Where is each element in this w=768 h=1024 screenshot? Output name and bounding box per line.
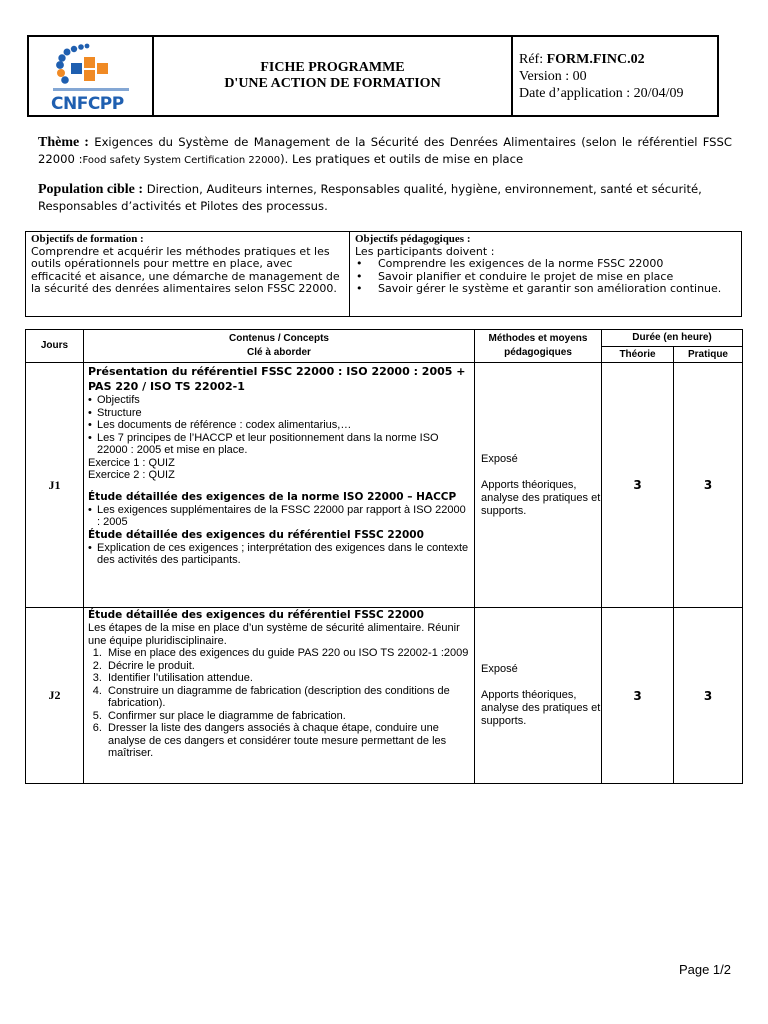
list-item: • Explication de ces exigences ; interprétation des exigences dans le contexte des activités des participants. <box>88 542 471 567</box>
population-text: Direction, Auditeurs internes, Responsables qualité, hygiène, environnement, santé et sécurité, Responsables d’activités et Pilotes des processus. <box>38 182 702 213</box>
list-item: • Objectifs <box>88 394 471 407</box>
document-title <box>154 37 513 115</box>
header-theory: Théorie <box>602 347 674 363</box>
header-content <box>84 330 475 363</box>
j2-intro: Les étapes de la mise en place d’un système de sécurité alimentaire. Réunir une équipe pluridisciplinaire. <box>88 622 460 647</box>
list-item: • Les exigences supplémentaires de la FSSC 22000 par rapport à ISO 22000 : 2005 <box>88 504 471 529</box>
reference-value: FORM.FINC.02 <box>546 52 645 67</box>
list-item: • Les documents de référence : codex alimentarius,… <box>88 419 471 432</box>
list-item: 3. Identifier l’utilisation attendue. <box>105 672 471 685</box>
methods-j2 <box>475 608 602 784</box>
reference-label: Réf: <box>519 52 544 67</box>
theory-j2: 3 <box>602 608 674 784</box>
title-line-2: D'UNE ACTION DE FORMATION <box>224 76 441 91</box>
j1-exercise-1: Exercice 1 : QUIZ <box>88 456 175 469</box>
population-label: Population cible : <box>38 182 144 197</box>
j2-method-2: Apports théoriques, analyse des pratiques et supports. <box>481 689 601 727</box>
list-item: 2. Décrire le produit. <box>105 660 471 673</box>
header-days: Jours <box>26 330 84 363</box>
j1-heading-2: Étude détaillée des exigences de la norme ISO 22000 – HACCP <box>88 490 457 503</box>
theme-text-1: Exigences du Système de Management de la Sécurité des Denrées Alimentaires (selon le référentiel FSSC 22000 : <box>38 135 732 166</box>
list-item: 4. Construire un diagramme de fabrication (description des conditions de fabrication). <box>105 685 471 710</box>
j2-steps <box>88 647 471 760</box>
day-j2: J2 <box>26 608 84 784</box>
reference-block <box>513 37 717 115</box>
j1-bullets-3 <box>88 542 471 567</box>
table-row <box>26 608 743 784</box>
theme-paragraph <box>38 134 732 169</box>
content-j1 <box>84 363 475 608</box>
j2-heading: Étude détaillée des exigences du référentiel FSSC 22000 <box>88 609 424 621</box>
j1-heading-1: Présentation du référentiel FSSC 22000 : ISO 22000 : 2005 + PAS 220 / ISO TS 22002-1 <box>88 365 466 393</box>
pedagogical-objectives-list <box>355 258 736 296</box>
header-practice: Pratique <box>674 347 743 363</box>
j1-exercise-2: Exercice 2 : QUIZ <box>88 469 175 481</box>
document-header <box>27 35 719 117</box>
population-paragraph <box>38 181 732 215</box>
pedagogical-objectives <box>350 232 741 316</box>
list-item: 1. Mise en place des exigences du guide PAS 220 ou ISO TS 22002-1 :2009 <box>105 647 471 660</box>
list-item: • Savoir planifier et conduire le projet de mise en place <box>355 271 736 284</box>
content-j2 <box>84 608 475 784</box>
training-objectives-title: Objectifs de formation : <box>31 233 144 245</box>
header-methods <box>475 330 602 363</box>
logo-text: CNFCPP <box>51 94 124 114</box>
j1-bullets-2 <box>88 504 471 529</box>
reference-line <box>519 51 717 68</box>
list-item: • Savoir gérer le système et garantir son amélioration continue. <box>355 283 736 296</box>
j2-method-1: Exposé <box>481 663 518 675</box>
header-methods-line-2: pédagogiques <box>504 347 572 358</box>
objectives-table <box>25 231 742 317</box>
j1-heading-3: Étude détaillée des exigences du référentiel FSSC 22000 <box>88 528 424 541</box>
header-content-line-2: Clé à aborder <box>247 347 311 358</box>
theme-text-small: Food safety System Certification 22000 <box>82 155 281 166</box>
header-duration: Durée (en heure) <box>602 330 743 347</box>
training-objectives <box>26 232 350 316</box>
list-item: • Structure <box>88 407 471 420</box>
date-line: Date d’application : 20/04/09 <box>519 86 684 101</box>
cnfcpp-logo-icon <box>29 37 152 115</box>
theme-text-2: ). Les pratiques et outils de mise en place <box>280 152 524 166</box>
header-methods-line-1: Méthodes et moyens <box>488 333 588 344</box>
theory-j1: 3 <box>602 363 674 608</box>
j1-bullets-1 <box>88 394 471 457</box>
logo <box>29 37 154 115</box>
header-content-line-1: Contenus / Concepts <box>228 333 329 344</box>
version-line: Version : 00 <box>519 69 587 84</box>
training-objectives-text: Comprendre et acquérir les méthodes pratiques et les outils opérationnels pour mettre en place, avec efficacité et aisance, une démarche de management de la sécurité des denrées alimentaires selon FSSC 22000. <box>31 244 340 295</box>
practice-j1: 3 <box>674 363 743 608</box>
practice-j2: 3 <box>674 608 743 784</box>
list-item: 5. Confirmer sur place le diagramme de fabrication. <box>105 710 471 723</box>
list-item: • Comprendre les exigences de la norme FSSC 22000 <box>355 258 736 271</box>
table-row <box>26 363 743 608</box>
page-number: Page 1/2 <box>678 962 731 977</box>
title-line-1: FICHE PROGRAMME <box>260 60 405 75</box>
list-item: • Les 7 principes de l’HACCP et leur positionnement dans la norme ISO 22000 : 2005 et mise en place. <box>88 432 471 457</box>
list-item: 6. Dresser la liste des dangers associés à chaque étape, conduire une analyse de ces dangers et considérer toute mesure permettant de les maîtriser. <box>105 722 471 760</box>
theme-label: Thème : <box>38 135 89 150</box>
pedagogical-objectives-intro: Les participants doivent : <box>355 244 495 258</box>
methods-j1 <box>475 363 602 608</box>
pedagogical-objectives-title: Objectifs pédagogiques : <box>355 233 471 245</box>
program-table <box>25 329 743 784</box>
j1-method-1: Exposé <box>481 452 518 465</box>
day-j1: J1 <box>26 363 84 608</box>
j1-method-2: Apports théoriques, analyse des pratiques et supports. <box>481 478 601 517</box>
